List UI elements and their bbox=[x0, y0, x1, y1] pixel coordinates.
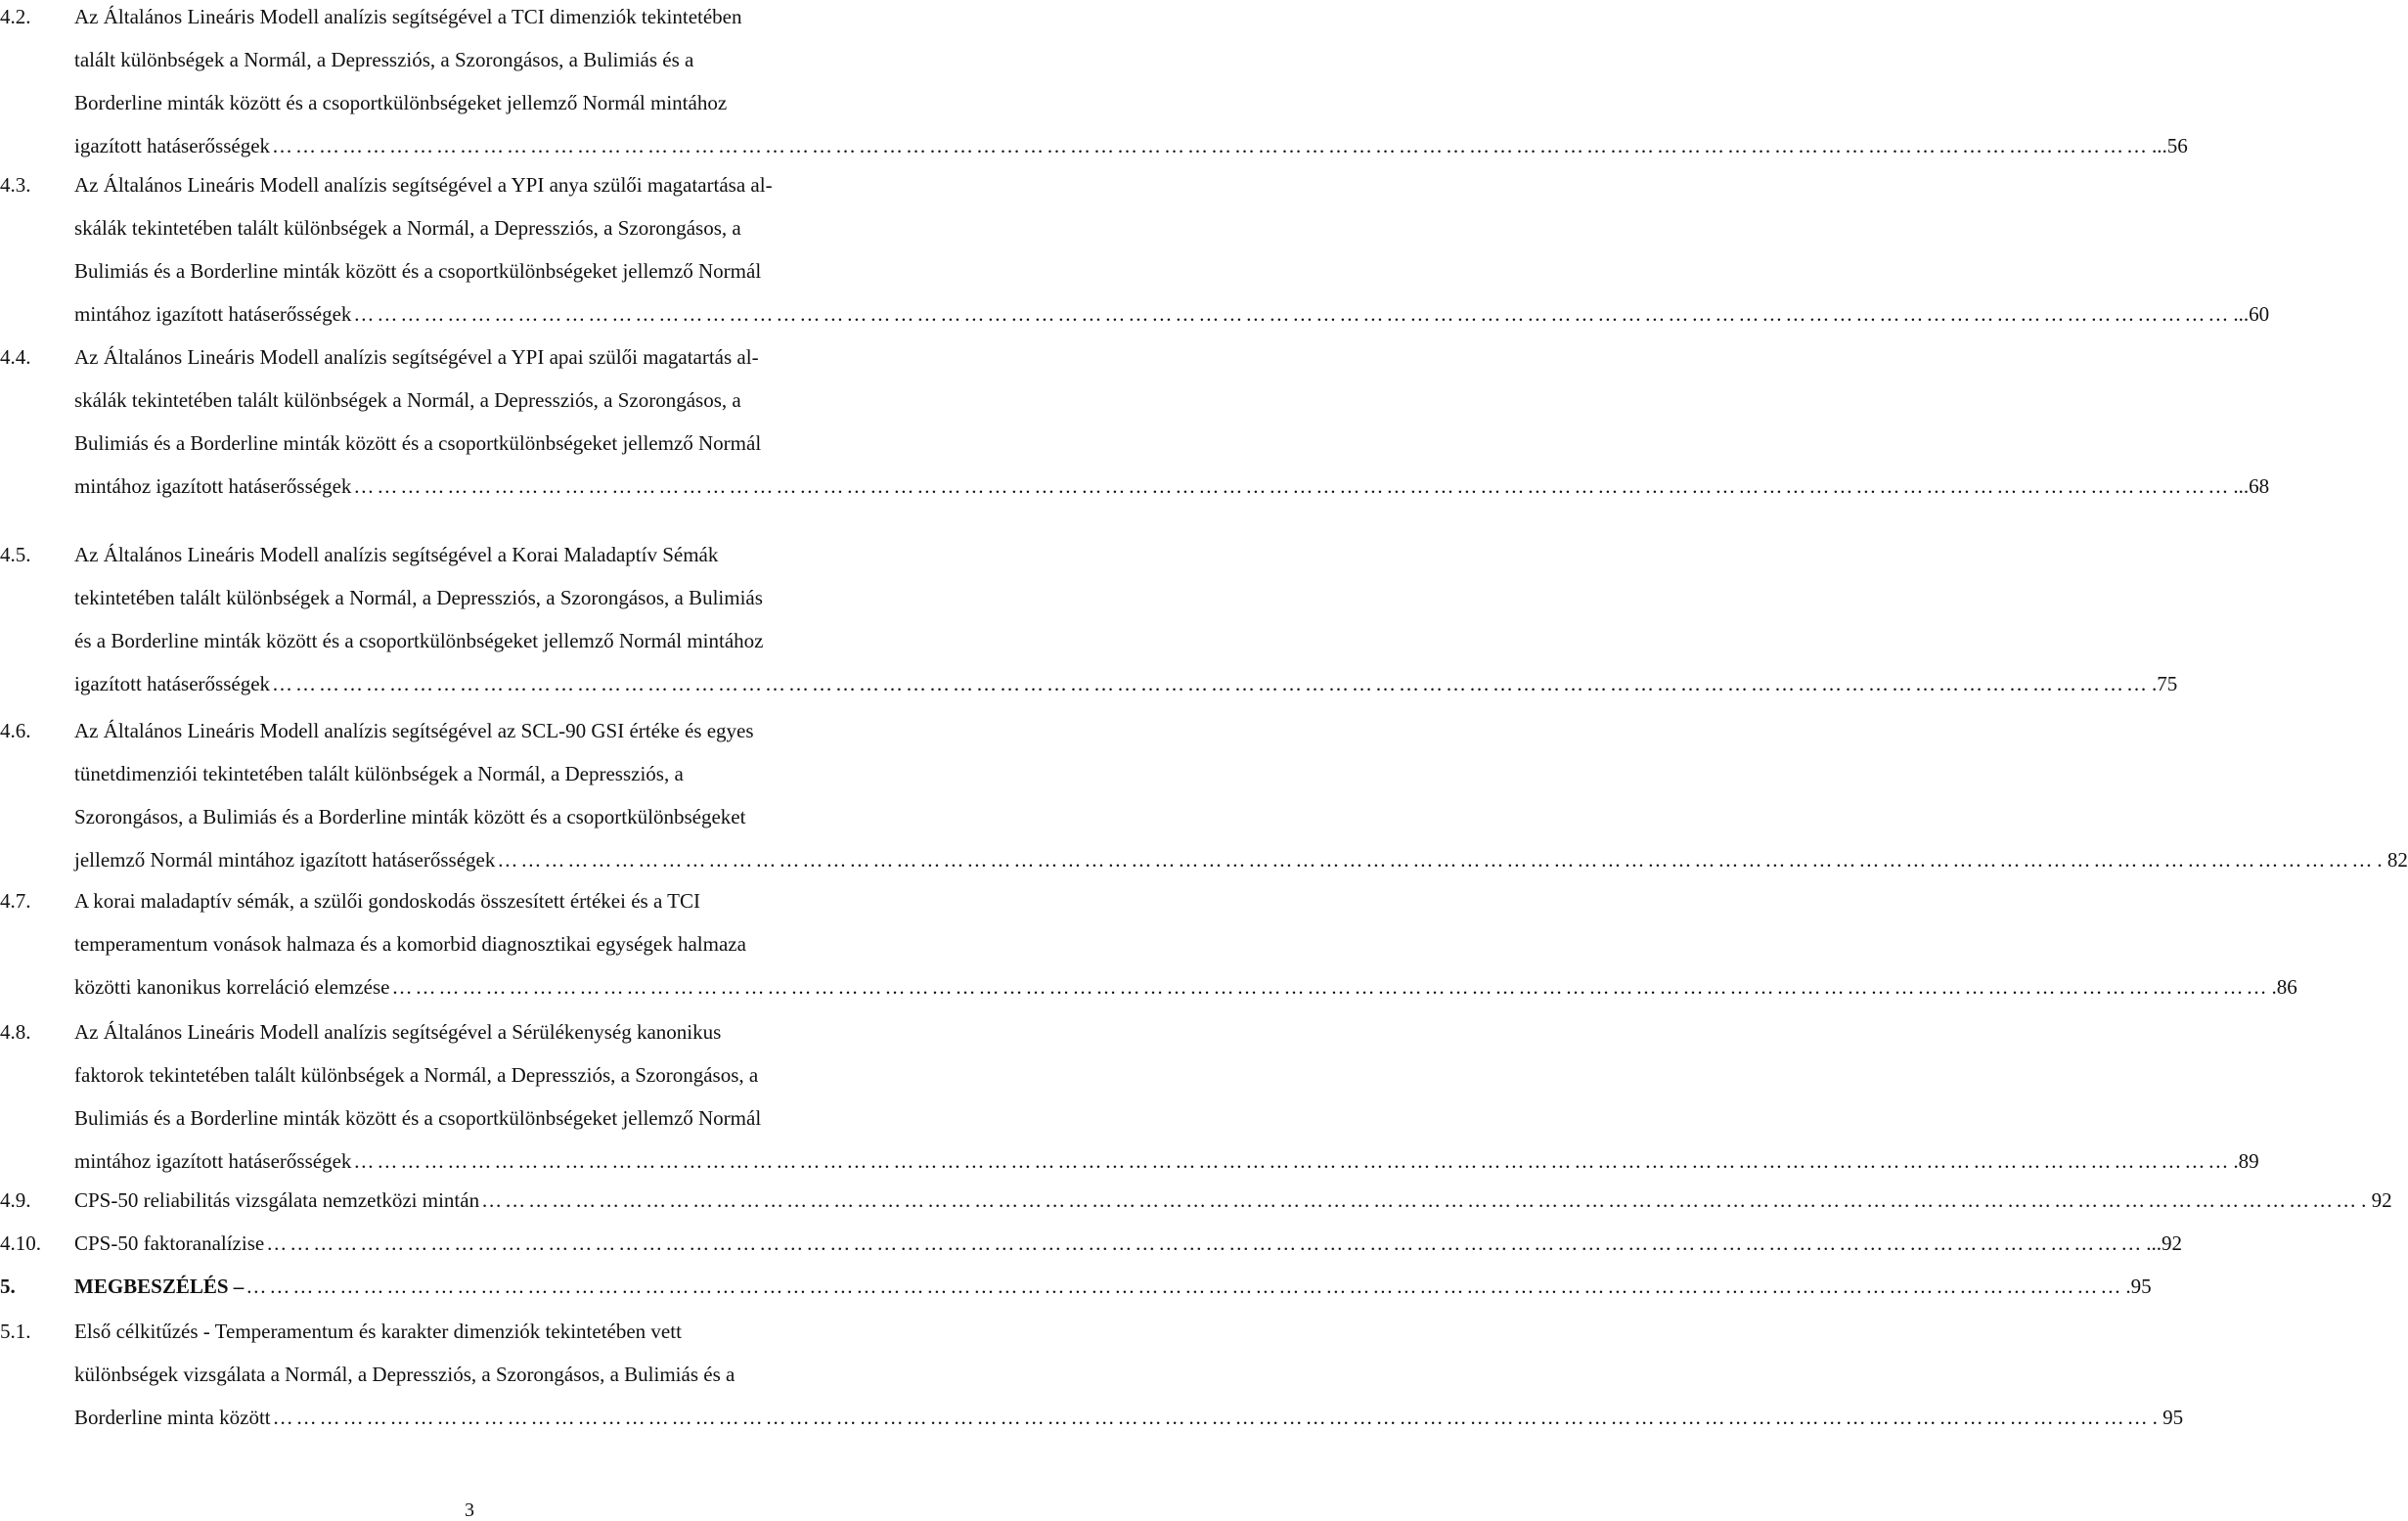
toc-entry-page: .75 bbox=[2152, 672, 2178, 695]
dot-leader: …………………………………………………………………………………………………………………………………………………………………………………………………………………… bbox=[497, 848, 2376, 872]
toc-entry-line: skálák tekintetében talált különbségek a Normál, a Depressziós, a Szorongásos, a bbox=[74, 388, 741, 412]
toc-entry-line: Az Általános Lineáris Modell analízis segítségével a YPI anya szülői magatartása al- bbox=[74, 173, 773, 197]
toc-entry-page: . 82 bbox=[2377, 848, 2408, 872]
toc-entry-line: Bulimiás és a Borderline minták között és a csoportkülönbségeket jellemző Normál bbox=[74, 431, 762, 455]
toc-entry-text: igazított hatáserősségek bbox=[74, 672, 271, 695]
dot-leader: …………………………………………………………………………………………………………………………………………………………………………………………………………………… bbox=[353, 302, 2232, 326]
toc-entry-text: igazított hatáserősségek bbox=[74, 134, 271, 157]
toc-entry-line: Az Általános Lineáris Modell analízis segítségével az SCL-90 GSI értéke és egyes bbox=[74, 719, 754, 742]
toc-entry-line: Borderline minták között és a csoportkülönbségeket jellemző Normál mintához bbox=[74, 91, 728, 114]
dot-leader: …………………………………………………………………………………………………………………………………………………………………………………………………………………… bbox=[353, 474, 2232, 498]
toc-entry-number: 4.5. bbox=[0, 543, 31, 566]
toc-entry-line: Szorongásos, a Bulimiás és a Borderline minták között és a csoportkülönbségeket bbox=[74, 805, 746, 828]
toc-entry-page: ...92 bbox=[2146, 1231, 2182, 1255]
toc-entry-title-line bbox=[74, 975, 2297, 999]
toc-entry-title-line bbox=[74, 672, 2178, 695]
toc-entry-number: 4.6. bbox=[0, 719, 31, 742]
toc-entry-text: mintához igazított hatáserősségek bbox=[74, 474, 352, 498]
toc-entry-page: ...60 bbox=[2233, 302, 2270, 326]
toc-entry-page: .86 bbox=[2271, 975, 2297, 999]
toc-entry-page: .89 bbox=[2233, 1149, 2259, 1173]
dot-leader: …………………………………………………………………………………………………………………………………………………………………………………………………………………… bbox=[272, 672, 2151, 695]
page-number: 3 bbox=[465, 1499, 474, 1521]
toc-entry-title-line bbox=[74, 848, 2408, 872]
dot-leader: …………………………………………………………………………………………………………………………………………………………………………………………………………………… bbox=[391, 975, 2270, 999]
toc-entry-page: . 92 bbox=[2361, 1188, 2392, 1212]
toc-entry-line: és a Borderline minták között és a csoportkülönbségeket jellemző Normál mintához bbox=[74, 629, 764, 652]
toc-entry-page: ...56 bbox=[2152, 134, 2188, 157]
toc-entry-line: talált különbségek a Normál, a Depressziós, a Szorongásos, a Bulimiás és a bbox=[74, 48, 694, 71]
dot-leader: …………………………………………………………………………………………………………………………………………………………………………………………………………………… bbox=[272, 134, 2151, 157]
toc-entry-title-line bbox=[74, 302, 2270, 326]
toc-entry-line: különbségek vizsgálata a Normál, a Depressziós, a Szorongásos, a Bulimiás és a bbox=[74, 1363, 736, 1386]
toc-entry-text: MEGBESZÉLÉS – bbox=[74, 1275, 245, 1298]
toc-entry-line: Az Általános Lineáris Modell analízis segítségével a YPI apai szülői magatartás al- bbox=[74, 345, 759, 369]
toc-entry-line: A korai maladaptív sémák, a szülői gondoskodás összesített értékei és a TCI bbox=[74, 889, 700, 913]
toc-entry-line: tekintetében talált különbségek a Normál, a Depressziós, a Szorongásos, a Bulimiás bbox=[74, 586, 763, 609]
toc-entry-page: ...68 bbox=[2233, 474, 2270, 498]
toc-entry-line: skálák tekintetében talált különbségek a Normál, a Depressziós, a Szorongásos, a bbox=[74, 216, 741, 240]
toc-entry-line: Bulimiás és a Borderline minták között és a csoportkülönbségeket jellemző Normál bbox=[74, 1106, 762, 1130]
dot-leader: …………………………………………………………………………………………………………………………………………………………………………………………………………………… bbox=[272, 1406, 2151, 1429]
toc-entry-line: Bulimiás és a Borderline minták között és a csoportkülönbségeket jellemző Normál bbox=[74, 259, 762, 283]
toc-entry-line: temperamentum vonások halmaza és a komorbid diagnosztikai egységek halmaza bbox=[74, 932, 746, 956]
toc-entry-line: faktorok tekintetében talált különbségek a Normál, a Depressziós, a Szorongásos, a bbox=[74, 1063, 759, 1087]
toc-entry-line: Első célkitűzés - Temperamentum és karakter dimenziók tekintetében vett bbox=[74, 1320, 682, 1343]
dot-leader: …………………………………………………………………………………………………………………………………………………………………………………………………………………… bbox=[481, 1188, 2360, 1212]
toc-entry-title-line bbox=[74, 1149, 2259, 1173]
toc-entry-number: 4.9. bbox=[0, 1188, 31, 1212]
toc-entry-number: 4.10. bbox=[0, 1231, 41, 1255]
dot-leader: …………………………………………………………………………………………………………………………………………………………………………………………………………………… bbox=[266, 1231, 2145, 1255]
toc-entry-number: 5. bbox=[0, 1275, 16, 1298]
toc-entry-line: tünetdimenziói tekintetében talált különbségek a Normál, a Depressziós, a bbox=[74, 762, 684, 785]
toc-entry-number: 4.7. bbox=[0, 889, 31, 913]
toc-entry-text: közötti kanonikus korreláció elemzése bbox=[74, 975, 390, 999]
dot-leader: …………………………………………………………………………………………………………………………………………………………………………………………………………………… bbox=[245, 1275, 2124, 1298]
toc-entry-title-line bbox=[74, 1275, 2152, 1298]
toc-entry-number: 4.8. bbox=[0, 1020, 31, 1044]
toc-entry-title-line bbox=[74, 1231, 2182, 1255]
toc-entry-number: 4.4. bbox=[0, 345, 31, 369]
toc-entry-page: . 95 bbox=[2152, 1406, 2184, 1429]
toc-entry-text: CPS-50 reliabilitás vizsgálata nemzetközi mintán bbox=[74, 1188, 480, 1212]
toc-entry-number: 5.1. bbox=[0, 1320, 31, 1343]
toc-entry-page: .95 bbox=[2125, 1275, 2152, 1298]
toc-entry-number: 4.2. bbox=[0, 5, 31, 28]
toc-entry-line: Az Általános Lineáris Modell analízis segítségével a Korai Maladaptív Sémák bbox=[74, 543, 719, 566]
toc-entry-line: Az Általános Lineáris Modell analízis segítségével a Sérülékenység kanonikus bbox=[74, 1020, 722, 1044]
toc-entry-text: mintához igazított hatáserősségek bbox=[74, 302, 352, 326]
toc-entry-text: jellemző Normál mintához igazított hatáserősségek bbox=[74, 848, 496, 872]
toc-entry-title-line bbox=[74, 1188, 2392, 1212]
toc-entry-text: CPS-50 faktoranalízise bbox=[74, 1231, 265, 1255]
dot-leader: …………………………………………………………………………………………………………………………………………………………………………………………………………………… bbox=[353, 1149, 2232, 1173]
toc-entry-title-line bbox=[74, 1406, 2184, 1429]
toc-entry-title-line bbox=[74, 134, 2188, 157]
toc-entry-title-line bbox=[74, 474, 2270, 498]
toc-entry-text: mintához igazított hatáserősségek bbox=[74, 1149, 352, 1173]
toc-entry-text: Borderline minta között bbox=[74, 1406, 271, 1429]
toc-entry-number: 4.3. bbox=[0, 173, 31, 197]
toc-entry-line: Az Általános Lineáris Modell analízis segítségével a TCI dimenziók tekintetében bbox=[74, 5, 742, 28]
